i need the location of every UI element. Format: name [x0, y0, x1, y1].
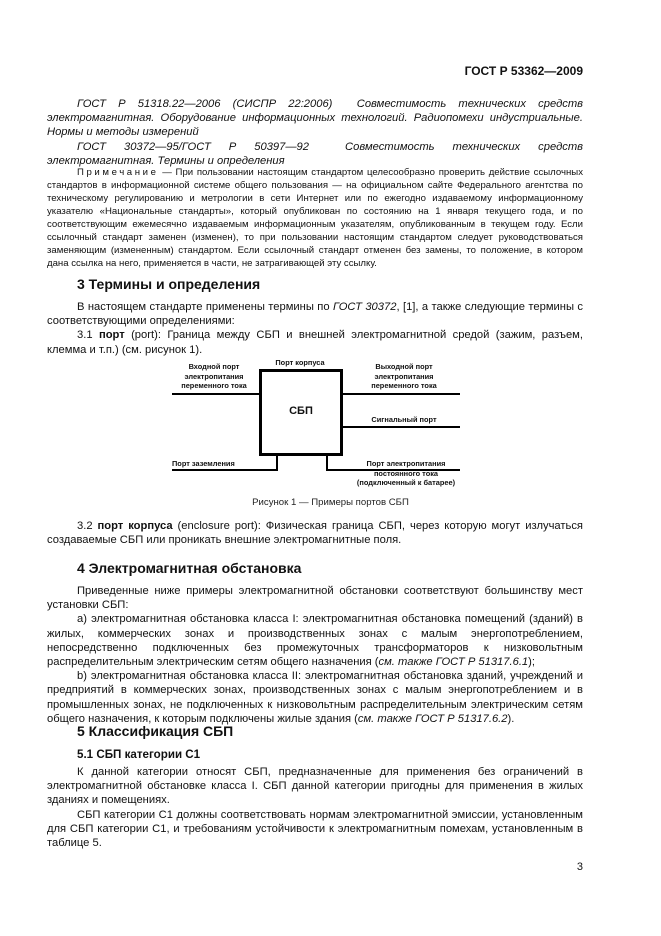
page-header: ГОСТ Р 53362—2009 — [464, 64, 583, 78]
definition-port: 3.1 порт (port): Граница между СБП и внешней электромагнитной средой (зажим, разъем, клемма и т.п.) (см. рисунок 1). — [47, 329, 583, 356]
signal-line — [342, 426, 460, 428]
list-item: b) электромагнитная обстановка класса II: электромагнитная обстановка зданий, учреждений и предприятий в коммерческих зонах, производственных зонах с малым энергопотреблением и в промышленных зонах, не подключенных к низковольтным распределительным электрическим сетям общего назначения, к которым подключены жилые здания (см. также ГОСТ Р 51317.6.2). — [47, 670, 583, 725]
figure-caption: Рисунок 1 — Примеры портов СБП — [252, 497, 409, 508]
note-label: Примечание — [77, 167, 159, 178]
section-intro: В настоящем стандарте применены термины по ГОСТ 30372, [1], а также следующие термины с соответствующими определениями: — [47, 301, 583, 328]
note-block — [47, 166, 583, 270]
earth-line — [172, 469, 278, 471]
page-number: 3 — [576, 861, 583, 873]
dc-port-label: Порт электропитания постоянного тока (подключенный к батарее) — [356, 459, 456, 487]
ups-label: СБП — [289, 405, 313, 417]
section-heading: 4 Электромагнитная обстановка — [77, 560, 302, 576]
section-heading: 5 Классификация СБП — [77, 723, 234, 739]
definition-enclosure-port: 3.2 порт корпуса (enclosure port): Физическая граница СБП, через которую могут излучаться создаваемые СБП или проникать внешние электромагнитные поля. — [47, 520, 583, 547]
reference-list — [47, 97, 583, 168]
list-item: a) электромагнитная обстановка класса I: электромагнитная обстановка помещений (зданий) в жилых, коммерческих зонах и производственных зонах с малым энергопотреблением, непосредственно подключенных без промежуточных трансформаторов к низковольтным распределительным электрическим сетям общего назначения (см. также ГОСТ Р 51317.6.1); — [47, 613, 583, 669]
ac-input-port-label: Входной порт электропитания переменного тока — [181, 362, 247, 390]
ac-output-line — [342, 393, 460, 395]
earth-port-label: Порт заземления — [172, 459, 235, 468]
reference-item: ГОСТ 30372—95/ГОСТ Р 50397—92 Совместимость технических средств электромагнитная. Термины и определения — [47, 140, 584, 167]
ac-output-port-label: Выходной порт электропитания переменного тока — [371, 362, 437, 390]
note-text: — При пользовании настоящим стандартом целесообразно проверить действие ссылочных стандартов в информационной системе общего пользования — на официальном сайте Федерального агентства по техническому регулированию и метрологии в сети Интернет или по ежегодно издаваемому информационному указателю «Национальные стандарты», который опубликован по состоянию на 1 января текущего года, и по соответствующим ежемесячно издаваемым информационным указателям, опубликованным в текущем году. Если ссылочный стандарт заменен (изменен), то при пользовании настоящим стандартом следует руководствоваться заменяющим (измененным) стандартом. Если ссылочный стандарт отменен без замены, то положение, в котором дана ссылка на него, применяется в части, не затрагивающей эту ссылку. — [47, 167, 583, 269]
subsection-heading: 5.1 СБП категории С1 — [77, 748, 201, 761]
section-4: 4 Электромагнитная обстановка Приведенные ниже примеры электромагнитной обстановки соответствуют большинству мест установки СБП: a) электромагнитная обстановка класса I: электромагнитная обстановка помещений (зданий) в жилых, коммерческих зонах и производственных зонах с малым энергопотреблением, непосредственно подключенных без промежуточных трансформаторов к низковольтным распределительным электрическим сетям общего назначения (см. также ГОСТ Р 51317.6.1); b) электромагнитная обстановка класса II: электромагнитная обстановка зданий, учреждений и предприятий в коммерческих зонах, производственных зонах с малым энергопотреблением и в промышленных зонах, не подключенных к низковольтным распределительным электрическим сетям общего назначения, к которым подключены жилые здания (см. также ГОСТ Р 51317.6.2). — [47, 560, 583, 725]
section-5: 5 Классификация СБП 5.1 СБП категории С1 К данной категории относят СБП, предназначенные для применения без ограничений в электромагнитной обстановке класса I. СБП данной категории пригодны для применения в жилых зданиях и помещениях. СБП категории С1 должны соответствовать нормам электромагнитной эмиссии, установленным для СБП категории С1, и требованиям устойчивости к электромагнитным помехам, установленным в таблице 5. — [47, 723, 583, 850]
reference-item: ГОСТ Р 51318.22—2006 (СИСПР 22:2006) Совместимость технических средств электромагнитная. Оборудование информационных технологий. Радиопомехи индустриальные. Нормы и методы измерений — [47, 98, 583, 139]
enclosure-port-label: Порт корпуса — [275, 358, 325, 367]
section-3 — [47, 276, 583, 357]
section-heading: 3 Термины и определения — [77, 276, 261, 292]
signal-port-label: Сигнальный порт — [371, 415, 437, 424]
ac-input-line — [172, 393, 260, 395]
